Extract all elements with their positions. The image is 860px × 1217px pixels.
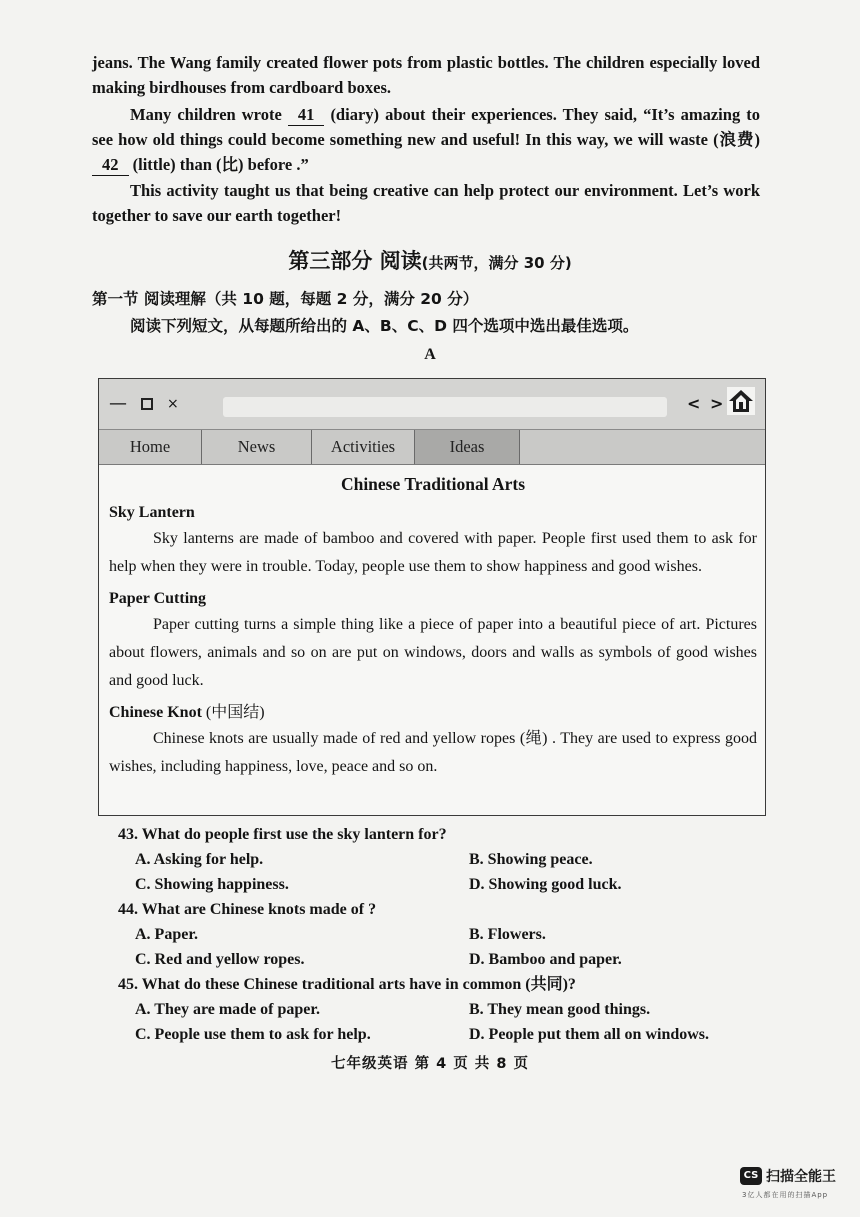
tab-activities[interactable]: Activities (312, 430, 415, 464)
section-heading-sky-lantern: Sky Lantern (109, 504, 195, 521)
scanner-tagline: 3亿人都在用的扫描App (742, 1191, 829, 1199)
question-43 (118, 822, 768, 897)
subsection-title: 第一节 阅读理解（共 10 题，每题 2 分，满分 20 分） (92, 290, 479, 308)
question-45 (118, 972, 768, 1047)
scanner-name: 扫描全能王 (766, 1169, 836, 1185)
passage-paragraph-with-blanks: Many children wrote 41 (diary) about their experiences. They said, “It’s amazing to see how old things could become something new and useful! In this way, we will waste (浪费) 42 (little) than (比) before .” (92, 105, 761, 174)
nav-arrows-icon[interactable]: < > (687, 394, 726, 413)
question-stem: 45. What do these Chinese traditional arts have in common (共同)? (118, 976, 576, 993)
close-icon[interactable]: × (167, 396, 179, 412)
section-heading-chinese-knot: Chinese Knot (中国结) (109, 704, 265, 721)
option-a: A. Paper. (135, 926, 198, 943)
section-text-chinese-knot: Chinese knots are usually made of red and yellow ropes (绳) . They are used to express good wishes, including happiness, love, peace and so on. (109, 730, 757, 775)
option-d: D. People put them all on windows. (469, 1026, 710, 1043)
scanner-logo-icon: CS (740, 1167, 762, 1185)
option-a: A. Asking for help. (135, 851, 264, 868)
home-icon[interactable] (727, 387, 755, 415)
option-a: A. They are made of paper. (135, 1001, 321, 1018)
minimize-icon[interactable]: — (109, 393, 127, 414)
address-bar[interactable] (223, 397, 667, 417)
passage-letter: A (424, 346, 436, 363)
option-d: D. Showing good luck. (469, 876, 622, 893)
section-text-sky-lantern: Sky lanterns are made of bamboo and covered with paper. People first used them to ask for help when they were in trouble. Today, people use them to show happiness and good wishes. (109, 530, 757, 575)
scanner-watermark (740, 1166, 836, 1186)
article-content (109, 474, 757, 781)
instruction-text: 阅读下列短文，从每题所给出的 A、B、C、D 四个选项中选出最佳选项。 (130, 317, 639, 335)
option-c: C. People use them to ask for help. (135, 1026, 371, 1043)
section-text-paper-cutting: Paper cutting turns a simple thing like a piece of paper into a beautiful piece of art. Pictures about flowers, animals and so on are put on windows, doors and walls as symbols of good wishes and good luck. (109, 616, 757, 689)
tab-home[interactable]: Home (99, 430, 202, 464)
question-stem: 44. What are Chinese knots made of ? (118, 901, 377, 918)
browser-titlebar (99, 379, 765, 430)
blank-41: 41 (288, 105, 325, 126)
section-title: 第三部分 阅读(共两节，满分 30 分) (288, 249, 572, 273)
nav-tabs (99, 430, 765, 465)
question-stem: 43. What do people first use the sky lantern for? (118, 826, 447, 843)
article-title: Chinese Traditional Arts (340, 474, 526, 494)
page-footer: 七年级英语 第 4 页 共 8 页 (331, 1056, 529, 1072)
option-c: C. Red and yellow ropes. (135, 951, 305, 968)
passage-paragraph: jeans. The Wang family created flower pots from plastic bottles. The children especially loved making birdhouses from cardboard boxes. (92, 53, 760, 97)
question-44 (118, 897, 768, 972)
browser-window (98, 378, 766, 816)
maximize-icon[interactable] (141, 398, 153, 410)
tab-ideas[interactable]: Ideas (415, 430, 520, 464)
option-d: D. Bamboo and paper. (469, 951, 622, 968)
passage-paragraph: This activity taught us that being creative can help protect our environment. Let’s work together to save our earth together! (92, 181, 760, 225)
blank-42: 42 (92, 155, 129, 176)
option-b: B. Showing peace. (469, 851, 593, 868)
section-heading-paper-cutting: Paper Cutting (109, 590, 207, 607)
option-b: B. They mean good things. (469, 1001, 651, 1018)
window-controls (109, 395, 179, 413)
tab-news[interactable]: News (202, 430, 312, 464)
question-list (118, 822, 768, 1047)
option-b: B. Flowers. (469, 926, 546, 943)
option-c: C. Showing happiness. (135, 876, 289, 893)
